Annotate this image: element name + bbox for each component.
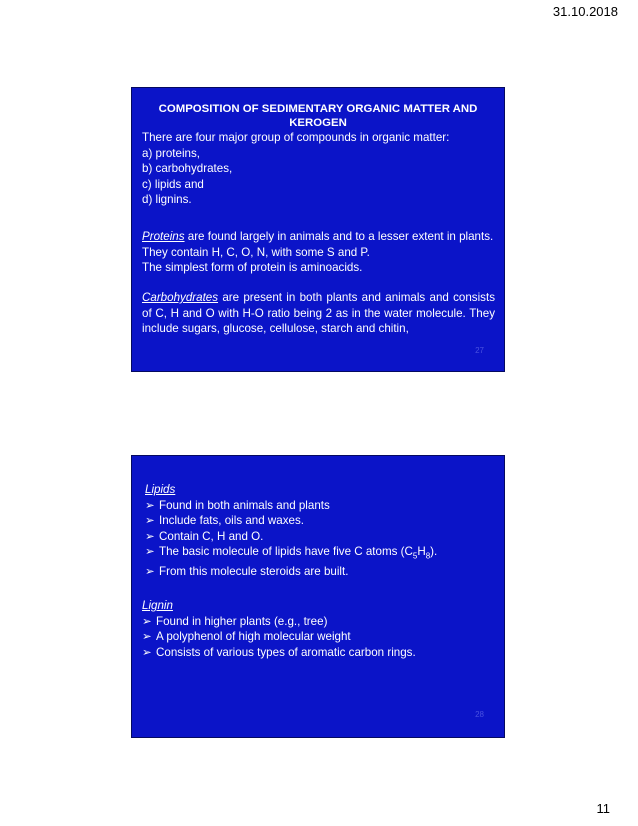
list-item [142, 629, 495, 645]
arrow-bullet-icon: ➢ [142, 614, 152, 628]
lignin-block [142, 598, 495, 660]
groups-block [142, 130, 495, 208]
list-item-text: Found in higher plants (e.g., tree) [156, 614, 328, 628]
list-item-text: Contain C, H and O. [159, 529, 264, 543]
formula-suffix: ). [430, 545, 438, 559]
page-date: 31.10.2018 [552, 4, 618, 19]
lipids-block [145, 482, 495, 580]
slide-number: 28 [475, 710, 484, 719]
group-item: a) proteins, [142, 146, 200, 160]
list-item-text: A polyphenol of high molecular weight [156, 630, 351, 644]
formula-subscript: 5 [412, 551, 418, 561]
groups-intro: There are four major group of compounds in organic matter: [142, 131, 450, 144]
arrow-bullet-icon: ➢ [145, 565, 155, 579]
lipids-heading: Lipids [145, 483, 176, 496]
list-item [142, 645, 495, 661]
proteins-paragraph [142, 229, 495, 260]
slide-lipids-lignin [131, 455, 505, 738]
carbohydrates-paragraph [142, 290, 495, 337]
slide-title: COMPOSITION OF SEDIMENTARY ORGANIC MATTER AND KEROGEN [158, 103, 478, 129]
list-item-text: Consists of various types of aromatic carbon rings. [156, 645, 416, 659]
arrow-bullet-icon: ➢ [145, 529, 155, 543]
list-item [145, 513, 495, 529]
arrow-bullet-icon: ➢ [145, 545, 155, 559]
carbohydrates-block [142, 290, 495, 337]
arrow-bullet-icon: ➢ [142, 630, 152, 644]
list-item-text [159, 544, 437, 564]
carbohydrates-term: Carbohydrates [142, 291, 219, 304]
arrow-bullet-icon: ➢ [142, 645, 152, 659]
slide-number: 27 [475, 346, 484, 355]
list-item [145, 564, 495, 580]
list-item-text: Include fats, oils and waxes. [159, 514, 305, 528]
lignin-heading: Lignin [142, 599, 173, 612]
slide-composition [131, 87, 505, 372]
arrow-bullet-icon: ➢ [145, 498, 155, 512]
proteins-text: are found largely in animals and to a lesser extent in plants. They contain H, C, O, N, with some S and P. [142, 230, 494, 259]
formula-mid: H [417, 545, 426, 559]
group-item: c) lipids and [142, 177, 204, 191]
arrow-bullet-icon: ➢ [145, 514, 155, 528]
list-item-text: Found in both animals and plants [159, 498, 330, 512]
list-item [145, 544, 495, 564]
list-item [145, 498, 495, 514]
proteins-simplest: The simplest form of protein is aminoacids. [142, 261, 363, 274]
list-item-text: From this molecule steroids are built. [159, 565, 349, 579]
proteins-block [142, 229, 495, 276]
list-item [142, 614, 495, 630]
proteins-term: Proteins [142, 230, 185, 243]
list-item [145, 529, 495, 545]
formula-subscript: 8 [425, 551, 431, 561]
group-item: b) carbohydrates, [142, 162, 233, 175]
formula-prefix: The basic molecule of lipids have five C atoms (C [159, 545, 413, 559]
carbohydrates-text: are present in both plants and animals and consists of C, H and O with H-O ratio being 2 as in the water molecule. They include sugars, glucose, cellulose, starch and chitin, [142, 291, 495, 335]
group-item: d) lignins. [142, 193, 192, 206]
page-number: 11 [596, 801, 610, 816]
